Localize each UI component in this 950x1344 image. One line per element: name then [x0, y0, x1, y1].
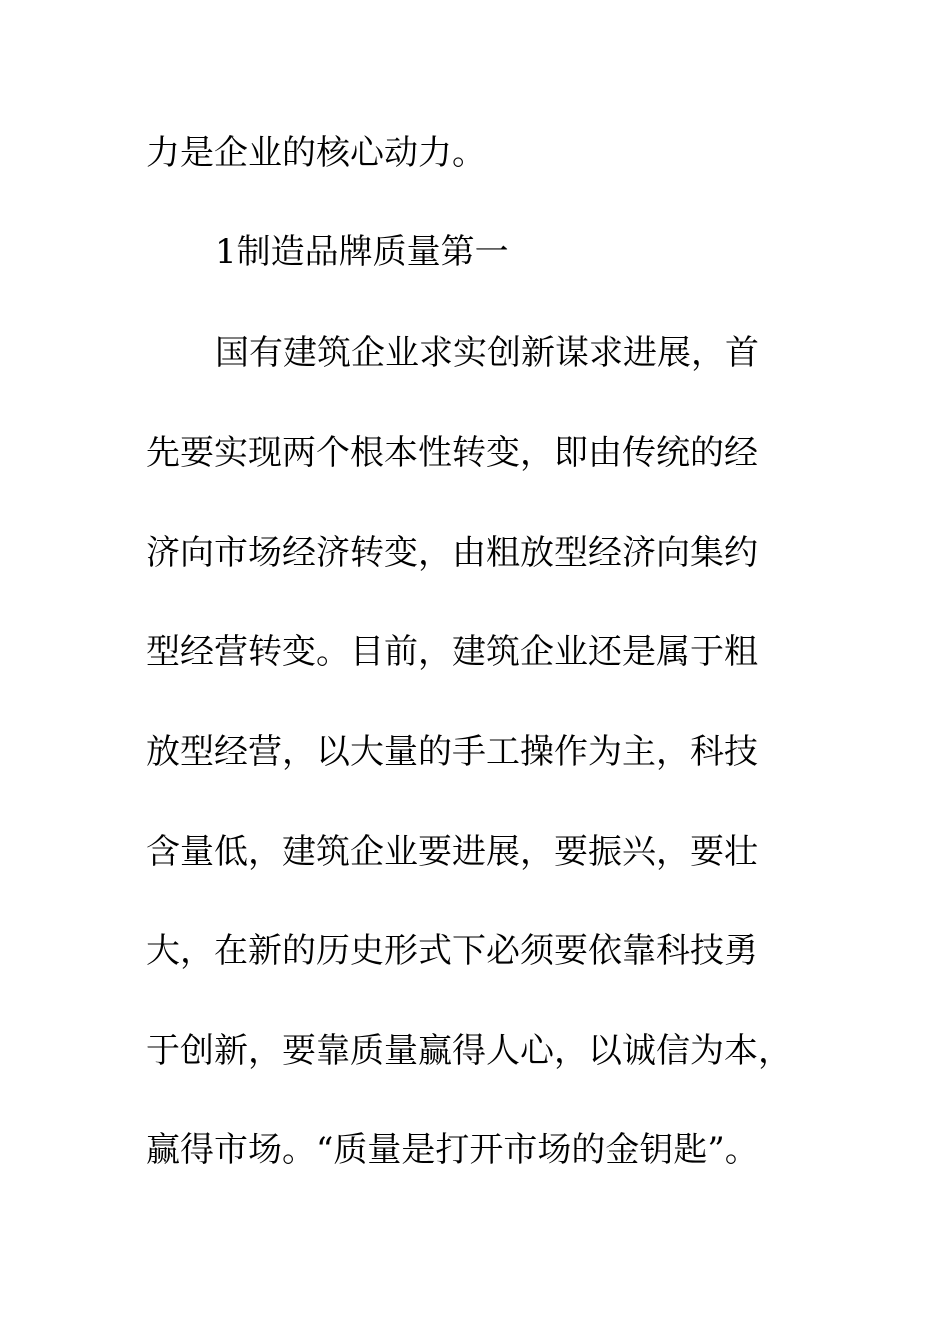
text-line-10: 于创新，要靠质量赢得人心，以诚信为本， — [146, 1031, 792, 1071]
text-line-4: 先要实现两个根本性转变，即由传统的经 — [146, 433, 758, 473]
text-line-11: 赢得市场。“质量是打开市场的金钥匙”。 — [146, 1130, 759, 1170]
text-line-6: 型经营转变。目前，建筑企业还是属于粗 — [146, 632, 758, 672]
text-line-5: 济向市场经济转变，由粗放型经济向集约 — [146, 533, 758, 573]
text-line-9: 大，在新的历史形式下必须要依靠科技勇 — [146, 931, 758, 971]
text-line-8: 含量低，建筑企业要进展，要振兴，要壮 — [146, 832, 758, 872]
text-line-7: 放型经营，以大量的手工操作为主，科技 — [146, 732, 758, 772]
section-heading: 1制造品牌质量第一 — [215, 232, 509, 272]
text-line-3: 国有建筑企业求实创新谋求进展，首 — [215, 333, 759, 373]
text-line-1: 力是企业的核心动力。 — [146, 133, 486, 173]
